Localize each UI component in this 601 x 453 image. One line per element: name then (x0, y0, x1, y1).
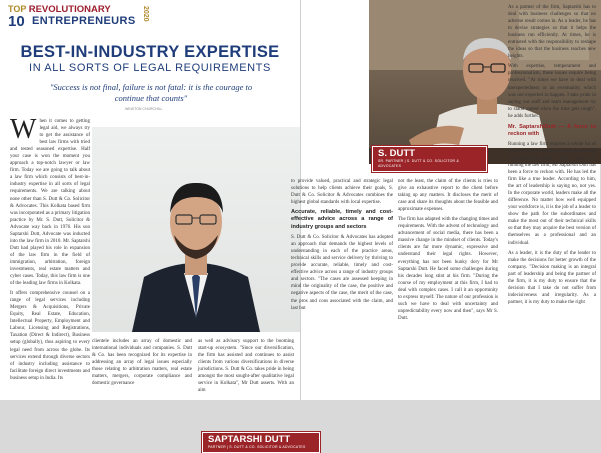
article-subheadline: IN ALL SORTS OF LEGAL REQUIREMENTS (29, 62, 271, 74)
bottom-text-column-2: as well as advisory support to the booming start-up ecosystem. "Since our diversification, the firm has assisted and continues to assist clients from various diversifications in diverse jurisdictions. S. Dutt & Co. takes pride in being amongst the most sought-after qualitative legal service in Kolkata", Mr Dutt asserts. With an aim (198, 339, 294, 394)
left-text-column (10, 114, 90, 396)
right-col1-subheading: Accurate, reliable, timely and cost-effective advice across a range of industry groups and sectors (291, 209, 393, 230)
right-col3-paragraph-2: With expertise, temperament and professionalism, these issues require being resolved. "At times we have to deal with unexpectedness or an eventuality, which was not expected to happen. I take pride in saying our staff and team management try to stand united when the time gets tough", he adds further. (508, 64, 596, 119)
right-col3-subheading: Mr. SaptarshiDutt — A force to reckon with (508, 123, 596, 137)
right-col2-paragraph-2: The firm has adapted with the changing times and requirements. With the advent of technology and advancement of social media, there has been a massive change in the mindset of clients. Today's clients are far more dynamic, expressive and understand their legal rights. However, everything has not been hunky dory for Mr Saptarshi Dutt. He faced some challenges during his decades long stint at his firm. "During the course of my employment at this firm, I had to deal with complex cases. I call it an opportunity to express myself. The nature of our profession is such we have to deal with uncertainty and unpredictability every now and then", says Mr S. Dutt. (398, 217, 498, 321)
saptarshi-role: PARTNER | S. DUTT & CO. SOLICITOR & ADVOCATES (208, 445, 306, 449)
logo-revolutionary-text: REVOLUTIONARY (28, 4, 111, 15)
right-text-column-1 (291, 178, 393, 396)
portrait-illustration (92, 127, 300, 332)
right-col3-paragraph-4: As a leader, it is the duty of the leader to make the decisions for better growth of the company. "Decision making is an integral part of leadership and being the partner of the firm, it is my duty to ensure that the decision that I take do not suffer from indecisiveness and irregularity. As a partner, it is my duty to make the right (508, 250, 596, 305)
right-col3-paragraph-1: As a partner of the firm, Saptarshi has to deal with business challenges so that no adverse result comes in. As a leader, he has to devise strategies so that it helps the business run efficiently. At times, he is entrusted with the responsibility to reshape the ideas so that the business reaches new heights. (508, 5, 596, 60)
right-col1-paragraph-1: to provide valued, practical and strategic legal solutions to help clients achieve their goals, S. Dutt & Co. Solicitor & Advocates combines the highest global standards with local expertise. (291, 179, 393, 206)
top-10-revolutionary-entrepreneurs-logo (8, 4, 158, 34)
saptarshi-name-badge (202, 432, 320, 453)
logo-entrepreneurs-text: ENTREPRENEURS (32, 15, 136, 27)
left-paragraph-2: It offers comprehensive counsel on a range of legal services including Mergers & Acquisitions, Private Equity, Real Estate, Education, Intellectual Property, Employment and Labour, Licensing and Registrations, Taxation (Direct & Indirect), Business setup (globally), thus aspiring to every legal need from across the globe. Its services extend through diverse sectors of industry including assistance to facilitate foreign direct investments and business setup in India. Its (10, 291, 90, 381)
logo-number: 10 (8, 13, 25, 30)
left-paragraph-1: hen it comes to getting legal aid, we always try to get the assistance of best law firms with tried and tested seasoned expertise. Half your case is won the moment you approach a top-notch lawyer or law firm. Today we are going to talk about a law firm which consists of best-in-industry expertise in all sorts of legal requirements. We are talking about none other than S. Dutt & Co. Solicitor & Advocates. This Kolkata based firm was incorporated as a primary litigation practice by Mr. S. Dutt, Solicitor & Advocate way back in 1976. His son Saptarshi Dutt, Advocate was inducted into the law firm in 2010. Mr. Saptarshi Dutt had played his role in expansion of the law firm in the field of immigration, arbitration, foreign investments, real estate matters and cyber cases. Today, this law firm is one of the leading law firms in Kolkata. (10, 119, 90, 287)
right-text-column-3 (508, 4, 596, 396)
saptarshi-name: SAPTARSHI DUTT (208, 434, 291, 445)
photo-credit: WINSTON CHURCHILL (125, 107, 163, 111)
s-dutt-role: SR. PARTNER | S. DUTT & CO. SOLICITOR & ADVOCATES (378, 159, 459, 168)
pull-quote: "Success is not final, failure is not fatal: it is the courage to continue that counts" (49, 82, 253, 103)
s-dutt-name: S. DUTT (378, 148, 415, 159)
right-col3-paragraph-3: Running a law firm requires a whole lot of positive temperament, in-depth knowledge and leadership skills. When it comes to running the law firm, Mr Saptarshi Dutt has been a force to reckon with. He has led the firm like a true leader. According to him, the art of leadership is saying no, not yes. In the corporate world, leaders make all the difference. No matter how well equipped your workforce is, it is the job of a leader to show the path for the subordinates and make the most out of their technical skills so that they may acquire the best version of themselves as a professional and an individual. (508, 141, 596, 246)
right-col2-paragraph-1: not the least, the claim of the clients is tries to give an exhaustive report to the client before taking up any matters. It discloses the merit of case and share its thoughts about the feasible and approximate expenses. (398, 179, 498, 213)
drop-cap: W (10, 114, 37, 145)
article-headline: BEST-IN-INDUSTRY EXPERTISE (20, 43, 280, 61)
logo-top-text: TOP (8, 4, 27, 14)
s-dutt-name-badge (372, 146, 487, 172)
right-text-column-2 (398, 178, 498, 396)
bottom-text-column-1: clientele includes an array of domestic and international individuals and companies. S. Dutt & Co. has been recognized for its expertise in addressing an array of legal issues especially those relating to arbitration matters, real estate matters, mergers, corporate compliance and domestic governance (92, 339, 192, 387)
right-col1-paragraph-2: S. Dutt & Co. Solicitor & Advocates has adopted an approach that demands the highest levels of understanding in each of the practice areas, technical skills and service delivery by thriving to provide accurate, reliable, timely and cost-effective advice across a range of industry groups and sectors. "The cases are assessed keeping in mind the originality of the case, the positive and negative aspects of the case, the merit of the case, the pros and cons associated with the claim, and last but (291, 235, 393, 311)
logo-year: 2020 (142, 6, 149, 22)
